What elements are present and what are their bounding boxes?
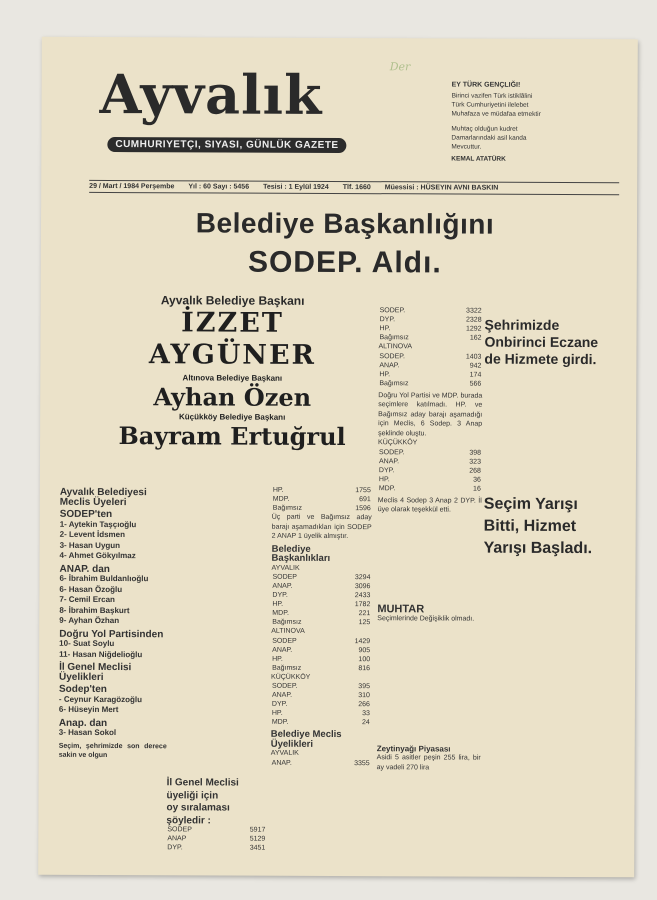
vote-count: 905 [358,646,371,654]
mayor-candidates [92,293,373,452]
table-row [271,654,371,663]
article-snippet: Meclis 4 Sodep 3 Anap 2 DYP. İl üye olarak teşekkül etti. [377,496,482,514]
quote-author: KEMAL ATATÜRK [451,155,506,163]
section-subheading: Seçimlerinde Değişiklik olmadı. [377,615,475,623]
vote-count: 100 [358,655,371,663]
section-heading: MUHTAR [377,602,425,615]
candidate-label: Ayvalık Belediye Başkanı [160,293,305,308]
district-label: ALTINOVA [271,627,305,635]
party-name: Bağımsız [272,504,302,512]
candidate-label: Altınova Belediye Başkanı [182,373,283,383]
party-name: MDP. [378,484,396,492]
party-name: DYP. [378,466,395,474]
vote-count: 5917 [249,826,266,834]
party-name: ANAP. [271,759,292,767]
party-name: DYP. [271,700,288,708]
party-name: ANAP. [272,582,293,590]
vote-count: 221 [358,610,371,618]
vote-count: 3096 [354,583,371,591]
list-item: 4- Ahmet Gökyılmaz [59,550,136,561]
results-table [272,486,372,513]
section-heading: Belediye Meclis Üyelikleri [270,728,342,750]
section-heading: Belediye Başkanlıkları [271,543,331,564]
third-column [377,306,483,772]
issue-date: 29 / Mart / 1984 Perşembe [89,182,175,191]
table-row [271,758,371,767]
vote-count: 3355 [354,759,370,767]
party-name: SODEP [272,637,297,645]
vote-count: 1596 [355,505,371,513]
results-table [379,306,483,342]
district-label: ALTINOVA [378,343,413,351]
founded-date: Tesisi : 1 Eylül 1924 [263,183,329,191]
table-row [378,352,482,361]
results-table [378,352,482,388]
quote-title: EY TÜRK GENÇLIĞI! [451,81,521,89]
results-table [271,636,371,672]
party-name: HP. [379,370,391,378]
founder: Müessisi : HÜSEYIN AVNI BASKIN [384,184,499,192]
mayor-name-altinova: Ayhan Özen [153,382,312,412]
district-label: AYVALIK [271,564,300,572]
results-table [166,825,266,852]
party-name: HP. [271,709,283,717]
table-row [379,315,483,324]
section-heading: Anap. dan [58,717,108,729]
table-row [166,834,266,843]
section-heading: Ayvalık Belediyesi Meclis Üyeleri [59,486,147,508]
party-name: DYP. [167,844,183,852]
section-heading: SODEP'ten [59,508,113,521]
table-row [271,591,371,600]
vote-count: 3322 [466,307,482,315]
table-row [271,718,371,727]
table-row [166,825,266,834]
party-name: SODEP [167,826,192,834]
section-heading: şöyledir : [166,814,211,826]
vote-count: 310 [358,692,370,700]
vote-count: 691 [359,496,371,504]
table-row [378,448,482,457]
vote-count: 16 [473,485,481,493]
vote-count: 5129 [249,835,266,843]
table-row [378,370,482,379]
table-row [271,663,371,672]
list-item: 7- Cemil Ercan [59,594,115,605]
vote-count: 2433 [354,592,371,600]
quote-line: Muhtaç olduğun kudret [451,125,518,133]
list-item: 11- Hasan Niğdelioğlu [59,649,143,659]
table-row [271,573,371,582]
party-name: SODEP. [379,448,405,456]
issue-number: Yıl : 60 Sayı : 5456 [188,183,250,191]
list-item: 3- Hasan Sokol [58,727,117,738]
article-snippet: Asidi 5 asitler peşin 255 lira, bir ay vadeli 270 lira [376,754,481,771]
section-heading: Sodep'ten [58,683,107,695]
vote-count: 174 [469,371,482,379]
vote-count: 33 [362,710,370,718]
vote-count: 1292 [465,325,482,333]
list-item: 6- İbrahim Buldanlıoğlu [59,573,149,584]
list-item: 1- Aytekin Taşçıoğlu [59,519,137,529]
vote-count: 1782 [354,601,371,609]
table-row [271,691,371,700]
results-table [271,573,371,627]
vote-count: 816 [358,664,371,672]
table-row [379,306,483,315]
party-name: ANAP. [271,691,293,699]
list-item: 6- Hasan Özoğlu [59,584,123,594]
party-name: SODEP [272,573,298,581]
table-row [271,636,371,645]
district-label: KÜÇÜKKÖY [378,439,418,447]
list-item: 3- Hasan Uygun [59,540,121,550]
party-name: DYP. [272,591,288,599]
vote-count: 266 [358,701,370,709]
vote-count: 3451 [249,844,266,852]
table-row [378,484,482,493]
newspaper-page [38,37,638,878]
list-item: 8- İbrahim Başkurt [59,605,130,615]
section-heading: Doğru Yol Partisinden [59,628,164,640]
quote-line: Muhafaza ve müdafaa etmektir [451,110,541,118]
vote-count: 1429 [354,637,371,645]
quote-line: Birinci vazifen Türk istiklâlini [451,92,533,100]
phone-number: Tlf. 1660 [342,184,371,192]
party-name: DYP. [379,316,396,324]
vote-count: 1755 [355,487,371,495]
vote-count: 1403 [465,353,482,361]
quote-line: Türk Cumhuriyetini ilelebet [451,101,529,109]
section-heading: üyeliği için [166,789,219,801]
table-row [271,709,371,718]
party-name: Bağımsız [272,618,302,626]
party-name: HP. [378,475,390,483]
section-heading: Zeytinyağı Piyasası [376,743,451,753]
quote-line: Damarlarındaki asil kanda [451,134,527,142]
table-row [378,475,482,484]
party-name: ANAP [167,835,187,843]
vote-count: 942 [469,362,482,370]
table-row [271,618,371,627]
left-column [59,485,168,761]
vote-count: 268 [469,467,481,475]
list-item: 10- Suat Soylu [59,638,115,649]
table-row [272,504,372,513]
pharmacy-headline: Şehrimizde Onbirinci Eczane de Hizmete girdi. [484,316,599,368]
table-row [166,843,266,852]
party-name: Bağımsız [379,334,409,342]
results-table [271,682,371,727]
vote-count: 398 [469,449,482,457]
table-row [271,609,371,618]
main-headline-line1: Belediye Başkanlığını [195,207,495,240]
main-headline-line2: SODEP. Aldı. [247,245,442,280]
section-heading: İl Genel Meclisi Üyelikleri [59,661,132,683]
article-snippet: Doğru Yol Partisi ve MDP. burada seçimlere katılmadı. HP. ve Bağımsız aday barajı aşamadığı için Meclis, 6 Sodep. 3 Anap şeklinde oluştu. [378,391,483,437]
masthead-title: Ayvalık [99,61,323,127]
party-name: Bağımsız [272,664,302,672]
table-row [271,645,371,654]
table-row [272,486,372,495]
party-name: SODEP. [379,307,406,315]
candidate-label: Küçükköy Belediye Başkanı [179,412,286,422]
table-row [272,495,372,504]
party-name: ANAP. [379,361,400,369]
table-row [379,333,483,342]
handwritten-note: Der [389,60,411,74]
list-item: - Ceynur Karagözoğlu [58,694,143,704]
ataturk-quote-box [451,80,611,164]
vote-count: 566 [469,380,482,388]
table-row [271,582,371,591]
table-row [378,361,482,370]
quote-line: Mevcuttur. [451,143,482,151]
vote-count: 395 [358,683,371,691]
party-name: HP. [379,325,391,333]
party-name: Bağımsız [379,379,409,387]
article-snippet: Üç parti ve Bağımsız aday barajı aşamadıkları için SODEP 2 ANAP 1 üyelik almıştır. [271,513,372,541]
il-genel-block [166,775,266,852]
vote-count: 162 [469,334,482,342]
party-name: HP. [272,655,283,663]
table-row [378,466,482,475]
vote-count: 323 [469,458,481,466]
right-column [484,317,617,561]
dateline [89,180,619,195]
section-heading: oy sıralaması [166,802,230,814]
results-table [378,448,482,493]
list-item: 6- Hüseyin Mert [58,704,119,715]
table-row [378,457,482,466]
vote-count: 3294 [354,574,371,582]
table-row [271,682,371,691]
party-name: ANAP. [272,646,293,654]
table-row [271,700,371,709]
vote-count: 24 [362,719,370,727]
party-name: SODEP. [379,352,406,360]
section-heading: ANAP. dan [59,563,110,575]
mayor-name-ayvalik: İZZET AYGÜNER [148,307,317,371]
vote-count: 2328 [466,316,482,324]
article-snippet: Seçim, şehrimizde son derece sakin ve olgun [58,742,167,759]
district-label: KÜÇÜKKÖY [271,673,311,681]
list-item: 2- Levent İdsmen [59,529,126,540]
vote-count: 125 [358,619,371,627]
table-row [379,324,483,333]
middle-column [271,486,372,768]
party-name: ANAP. [378,457,400,465]
district-label: AYVALIK [270,749,299,757]
election-race-headline: Seçim Yarışı Bitti, Hizmet Yarışı Başladı. [483,495,593,558]
list-item: 9- Ayhan Özhan [59,615,120,626]
mayor-name-kucukkoy: Bayram Ertuğrul [118,421,346,452]
table-row [271,600,371,609]
party-name: HP. [272,486,284,494]
masthead-subtitle: CUMHURIYETÇI, SIYASI, GÜNLÜK GAZETE [107,137,346,153]
party-name: MDP. [272,495,290,503]
table-row [378,379,482,388]
vote-count: 36 [473,476,481,484]
section-heading: İl Genel Meclisi [166,777,239,789]
party-name: HP. [272,600,284,608]
party-name: SODEP. [271,682,298,690]
party-name: MDP. [271,718,289,726]
party-name: MDP. [272,609,289,617]
results-table [271,758,371,767]
